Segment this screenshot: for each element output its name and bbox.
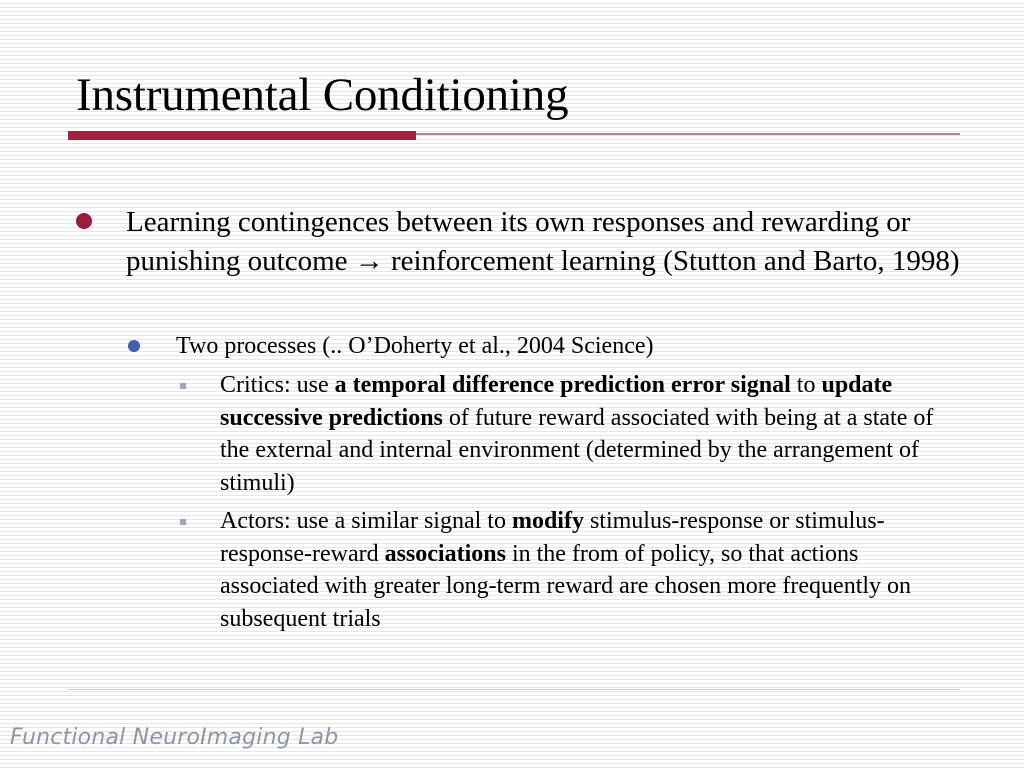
actors-bold-2: associations <box>384 540 506 567</box>
level1-bullet-text <box>126 203 976 281</box>
right-arrow-icon: → <box>354 245 384 277</box>
critics-text-1: Critics: use <box>220 372 335 398</box>
actors-bullet-text <box>220 505 960 635</box>
level1-bullet-icon <box>76 213 92 229</box>
critics-text-3: of future reward associated with being at a state of the external and internal environment (determined by the arrangement of stimuli) <box>220 404 934 496</box>
actors-bold-1: modify <box>511 508 584 534</box>
footer-lab-name: Functional NeuroImaging Lab <box>10 725 339 750</box>
title-underline-thick <box>68 131 416 140</box>
level3-bullet-icon-actors <box>180 519 186 525</box>
title-underline <box>68 131 960 140</box>
slide-title: Instrumental Conditioning <box>76 69 569 121</box>
actors-text-1: Actors: use a similar signal to <box>220 508 512 534</box>
actors-text-2: stimulus-response or stimulus-response-reward <box>220 508 885 567</box>
bullet1-text-a: Learning contingences between its own responses and rewarding or punishing outcome <box>126 206 911 277</box>
title-underline-thin <box>416 133 960 135</box>
critics-bullet-text <box>220 369 960 499</box>
actors-text-3: in the from of policy, so that actions associated with greater long-term reward are chosen more frequently on subsequent trials <box>220 540 912 632</box>
footer-divider <box>68 689 960 690</box>
level2-bullet-text: Two processes (.. O’Doherty et al., 2004 Science) <box>176 333 654 359</box>
critics-text-2: to <box>790 372 822 398</box>
critics-bold-2: update successive predictions <box>220 372 893 431</box>
level3-bullet-icon-critics <box>180 383 186 389</box>
level2-bullet-icon <box>128 340 140 352</box>
critics-bold-1: a temporal difference prediction error signal <box>334 372 791 398</box>
bullet1-text-b: reinforcement learning (Stutton and Barto, 1998) <box>383 245 960 277</box>
